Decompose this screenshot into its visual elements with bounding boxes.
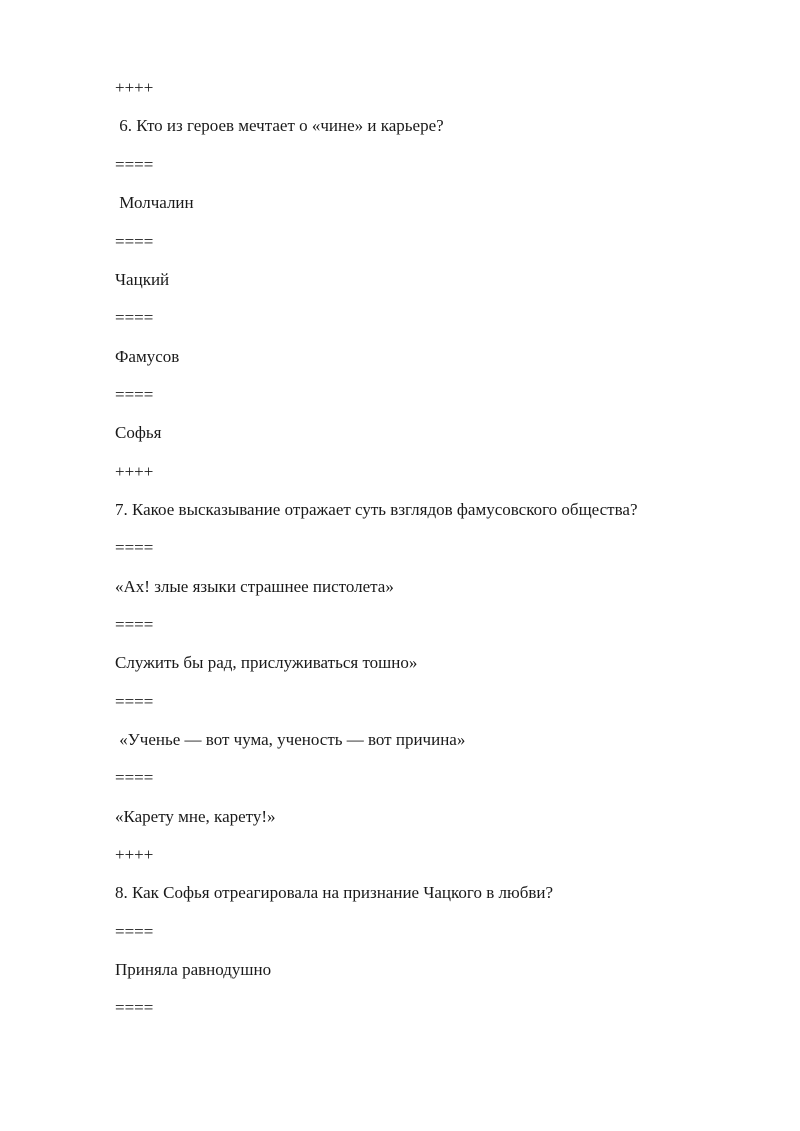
answer-option: «Ах! злые языки страшнее пистолета»: [115, 577, 394, 596]
question-8: 8. Как Софья отреагировала на признание Чацкого в любви?: [115, 883, 554, 902]
answer-option: «Карету мне, карету!»: [115, 807, 276, 826]
separator-equals: ====: [115, 232, 154, 251]
separator-equals: ====: [115, 768, 154, 787]
separator-equals: ====: [115, 998, 154, 1017]
separator-equals: ====: [115, 538, 154, 557]
answer-option: Софья: [115, 423, 162, 442]
separator-plus: ++++: [115, 845, 154, 864]
separator-equals: ====: [115, 308, 154, 327]
question-7: 7. Какое высказывание отражает суть взглядов фамусовского общества?: [115, 500, 638, 519]
question-6: 6. Кто из героев мечтает о «чине» и карьере?: [115, 116, 444, 135]
answer-option: Чацкий: [115, 270, 170, 289]
separator-plus: ++++: [115, 462, 154, 481]
answer-option: «Ученье — вот чума, ученость — вот причина»: [115, 730, 466, 749]
separator-equals: ====: [115, 922, 154, 941]
answer-option: Молчалин: [115, 193, 194, 212]
separator-equals: ====: [115, 155, 154, 174]
answer-option: Приняла равнодушно: [115, 960, 272, 979]
separator-plus: ++++: [115, 78, 154, 97]
separator-equals: ====: [115, 615, 154, 634]
separator-equals: ====: [115, 385, 154, 404]
separator-equals: ====: [115, 692, 154, 711]
answer-option: Фамусов: [115, 347, 180, 366]
answer-option: Служить бы рад, прислуживаться тошно»: [115, 653, 418, 672]
